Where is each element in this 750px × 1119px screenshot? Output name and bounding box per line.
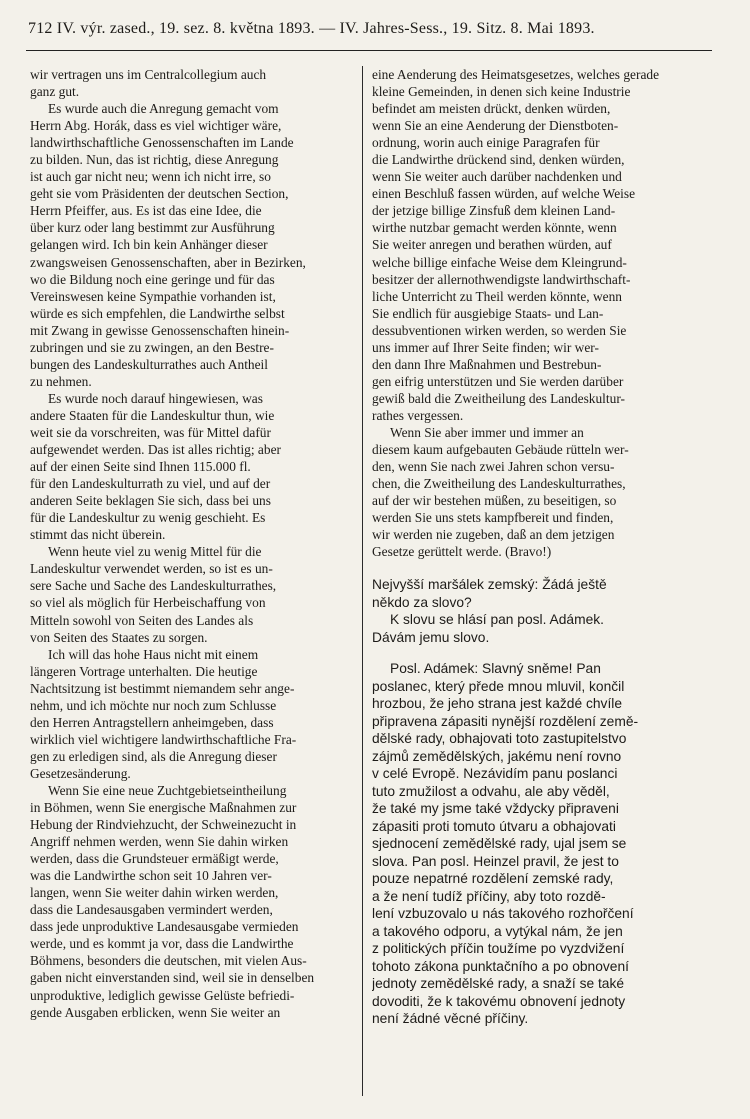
text-line: lení vzbuzovalo u nás takového rozhořčení: [372, 906, 634, 922]
text-line: den Herren Antragstellern anheimgeben, dass: [30, 714, 274, 730]
text-line: ganz gut.: [30, 84, 80, 100]
text-line: pouze nepatrné rozdělení zemské rady,: [372, 871, 614, 887]
text-line: Nejvyšší maršálek zemský: Žádá ještě: [372, 577, 607, 593]
text-line: auf der wir bestehen müßen, zu beseitigen, so: [372, 493, 617, 509]
text-line: dovoditi, že k takovému obnovení jednoty: [372, 993, 626, 1009]
text-line: Es wurde noch darauf hingewiesen, was: [48, 390, 263, 406]
text-line: Angriff nehmen werden, wenn Sie dahin wirken: [30, 834, 289, 850]
text-line: gen eifrig unterstützen und Sie werden darüber: [372, 373, 624, 389]
column-divider: [362, 66, 363, 1096]
text-line: zájmů zemědělských, jakému není rovno: [372, 748, 622, 764]
text-line: auf der einen Seite sind Ihnen 115.000 fl.: [30, 459, 251, 475]
text-line: sere Sache und Sache des Landeskulturrathes,: [30, 578, 277, 594]
text-line: připravena zápasiti nynější rozdělení země-: [372, 713, 639, 729]
page-header: 712 IV. výr. zased., 19. sez. 8. května 1893. — IV. Jahres-Sess., 19. Sitz. 8. Mai 1893.: [28, 20, 595, 37]
text-line: würde es sich empfehlen, die Landwirthe selbst: [30, 305, 285, 321]
text-line: kleine Gemeinden, in denen sich keine Industrie: [372, 84, 631, 100]
text-line: besitzer der allernothwendigste landwirthschaft-: [372, 271, 631, 287]
text-line: stimmt das nicht überein.: [30, 527, 166, 543]
text-line: die Landwirthe drückend sind, denken würden,: [372, 152, 625, 168]
text-line: jednoty zemědělské rady, a snaží se také: [372, 976, 625, 992]
text-line: für die Landeskultur zu wenig geschieht. Es: [30, 510, 266, 526]
text-line: der jetzige billige Zinsfuß dem kleinen Land-: [372, 203, 616, 219]
section-gap: [372, 560, 698, 576]
text-line: Wenn Sie aber immer und immer an: [390, 424, 584, 440]
text-line: langen, wenn Sie weiter dahin wirken werden,: [30, 885, 279, 901]
text-line: Posl. Adámek: Slavný sněme! Pan: [390, 661, 601, 677]
text-line: bungen des Landeskulturrathes auch Antheil: [30, 356, 268, 372]
text-line: dass jede unproduktive Landesausgabe vermieden: [30, 919, 299, 935]
text-line: wo die Bildung noch eine geringe und für das: [30, 271, 275, 287]
text-line: befindet am meisten drückt, denken würden,: [372, 101, 611, 117]
text-line: z politických příčin toužíme po vyzdvižení: [372, 941, 625, 957]
text-line: Mitteln sowohl von Seiten des Landes als: [30, 612, 254, 628]
text-line: liche Unterricht zu Theil werden könnte, wenn: [372, 288, 622, 304]
text-line: někdo za slovo?: [372, 594, 472, 610]
text-line: Hebung der Rindviehzucht, der Schweinezucht in: [30, 817, 297, 833]
text-line: Herrn Abg. Horák, dass es viel wichtiger wäre,: [30, 118, 282, 134]
text-line: von Seiten des Staates zu sorgen.: [30, 629, 208, 645]
text-line: für den Landeskulturrath zu viel, und auf der: [30, 476, 271, 492]
text-line: wenn Sie an eine Aenderung der Dienstboten-: [372, 118, 619, 134]
text-line: landwirthschaftliche Genossenschaften im Lande: [30, 135, 294, 151]
text-line: Gesetze gerüttelt werde. (Bravo!): [372, 544, 552, 560]
header-rule: [26, 50, 712, 51]
text-line: so viel als möglich für Herbeischaffung von: [30, 595, 266, 611]
text-line: Es wurde auch die Anregung gemacht vom: [48, 101, 279, 117]
text-line: v celé Evropě. Nezávidím panu poslanci: [372, 766, 618, 782]
right-column-german: [372, 66, 698, 560]
text-line: eine Aenderung des Heimatsgesetzes, welches gerade: [372, 67, 660, 82]
text-line: není žádné věcné příčiny.: [372, 1011, 529, 1027]
right-column-czech-adamek: [372, 660, 698, 1028]
text-line: werden Sie uns stets kampfbereit und finden,: [372, 510, 614, 526]
section-gap: [372, 646, 698, 660]
text-line: über kurz oder lang bestimmt zur Ausführung: [30, 220, 275, 236]
text-line: zu bilden. Nun, das ist richtig, diese Anregung: [30, 152, 279, 168]
text-line: unproduktive, lediglich gewisse Gelüste befriedi-: [30, 987, 295, 1003]
text-line: hrozbou, že jeho strana jest každé chvíle: [372, 696, 623, 712]
text-line: Nachtsitzung ist bestimmt niemandem sehr ange-: [30, 680, 295, 696]
text-line: dessubventionen wirken werden, so werden Sie: [372, 322, 627, 338]
text-line: gaben nicht einverstanden sind, weil sie in denselben: [30, 970, 315, 986]
text-line: den dann Ihre Maßnahmen und Bestrebun-: [372, 356, 602, 372]
right-column: [372, 66, 698, 1028]
text-line: uns immer auf Ihrer Seite finden; wir wer-: [372, 339, 599, 355]
text-line: že také my jsme také vždycky připraveni: [372, 801, 619, 817]
text-line: zubringen und sie zu zwingen, an den Bestre-: [30, 339, 274, 355]
text-line: tohoto zákona punktačního a po obnovení: [372, 958, 629, 974]
text-line: slova. Pan posl. Heinzel pravil, že jest to: [372, 853, 619, 869]
text-line: gelangen wird. Ich bin kein Anhänger dieser: [30, 237, 268, 253]
text-line: rathes vergessen.: [372, 407, 464, 423]
text-line: gen zu erledigen sind, als die Anregung dieser: [30, 748, 277, 764]
text-line: was die Landwirthe schon seit 10 Jahren ver-: [30, 868, 272, 884]
text-line: werden, dass die Grundsteuer ermäßigt werde,: [30, 851, 279, 867]
text-line: dass die Landesausgaben vermindert werden,: [30, 902, 273, 918]
text-line: weit sie da vorschreiten, was für Mittel dafür: [30, 424, 271, 440]
text-line: ordnung, worin auch einige Paragrafen für: [372, 135, 600, 151]
text-line: nehm, und ich möchte nur noch zum Schlusse: [30, 697, 277, 713]
text-line: Böhmens, besonders die deutschen, mit vielen Aus-: [30, 953, 307, 969]
text-line: wir vertragen uns im Centralcollegium auch: [30, 67, 267, 82]
text-line: den, wenn Sie nach zwei Jahren schon versu-: [372, 459, 615, 475]
text-line: anderen Seite beklagen Sie sich, dass bei uns: [30, 493, 271, 509]
text-line: Landeskultur verwendet werden, so ist es un-: [30, 561, 273, 577]
text-line: in Böhmen, wenn Sie energische Maßnahmen zur: [30, 800, 297, 816]
text-line: geht sie vom Präsidenten der deutschen Section,: [30, 186, 289, 202]
text-line: Vereinswesen keine Sympathie vorhanden ist,: [30, 288, 276, 304]
right-column-czech-marshal: [372, 576, 698, 646]
text-line: längeren Vortrage unterhalten. Die heutige: [30, 663, 258, 679]
text-line: chen, die Zweitheilung des Landeskulturrathes,: [372, 476, 626, 492]
text-line: gende Ausgaben erblicken, wenn Sie weiter an: [30, 1004, 281, 1020]
text-line: Herrn Pfeiffer, aus. Es ist das eine Idee, die: [30, 203, 262, 219]
text-line: dělské rady, obhajovati toto zastupitelstvo: [372, 731, 627, 747]
text-line: tuto zmužilost a odvahu, ale aby věděl,: [372, 783, 610, 799]
text-line: werde, und es kommt ja vor, dass die Landwirthe: [30, 936, 294, 952]
text-line: poslanec, který přede mnou mluvil, končil: [372, 678, 625, 694]
text-line: wir werden nie zugeben, daß an dem jetzigen: [372, 527, 615, 543]
text-line: Dávám jemu slovo.: [372, 629, 490, 645]
text-line: zwangsweisen Genossenschaften, aber in Bezirken,: [30, 254, 306, 270]
text-line: gewiß bald die Zweitheilung des Landeskultur-: [372, 390, 625, 406]
text-line: wirthe nutzbar gemacht werden könnte, wenn: [372, 220, 617, 236]
text-line: mit Zwang in gewisse Genossenschaften hinein-: [30, 322, 290, 338]
text-line: andere Staaten für die Landeskultur thun, wie: [30, 407, 275, 423]
text-line: sjednocení zemědělské rady, ujal jsem se: [372, 836, 627, 852]
text-line: einen Beschluß fassen würden, auf welche Weise: [372, 186, 636, 202]
text-line: zápasiti proti tomuto útvaru a obhajovati: [372, 818, 616, 834]
text-line: wirklich viel wichtigere landwirthschaftliche Fra-: [30, 731, 297, 747]
text-line: Wenn Sie eine neue Zuchtgebietseintheilung: [48, 782, 287, 798]
text-line: welche billige einfache Weise dem Kleingrund-: [372, 254, 627, 270]
text-line: aufgewendet werden. Das ist alles richtig; aber: [30, 442, 281, 458]
text-line: Gesetzesänderung.: [30, 765, 131, 781]
text-line: Sie endlich für ausgiebige Staats- und Lan-: [372, 305, 604, 321]
text-line: diesem kaum aufgebauten Gebäude rütteln wer-: [372, 442, 629, 458]
text-line: zu nehmen.: [30, 373, 92, 389]
text-line: Sie weiter anregen und berathen würden, auf: [372, 237, 612, 253]
text-line: Ich will das hohe Haus nicht mit einem: [48, 646, 259, 662]
text-line: a takového odporu, a vytýkal nám, že jen: [372, 923, 623, 939]
text-line: a že není tudíž příčiny, aby toto rozdě-: [372, 888, 606, 904]
text-line: wenn Sie weiter auch darüber nachdenken und: [372, 169, 622, 185]
text-line: Wenn heute viel zu wenig Mittel für die: [48, 544, 262, 560]
text-line: ist auch gar nicht neu; wenn ich nicht irre, so: [30, 169, 271, 185]
left-column: [30, 66, 354, 1021]
text-line: K slovu se hlásí pan posl. Adámek.: [390, 612, 604, 628]
